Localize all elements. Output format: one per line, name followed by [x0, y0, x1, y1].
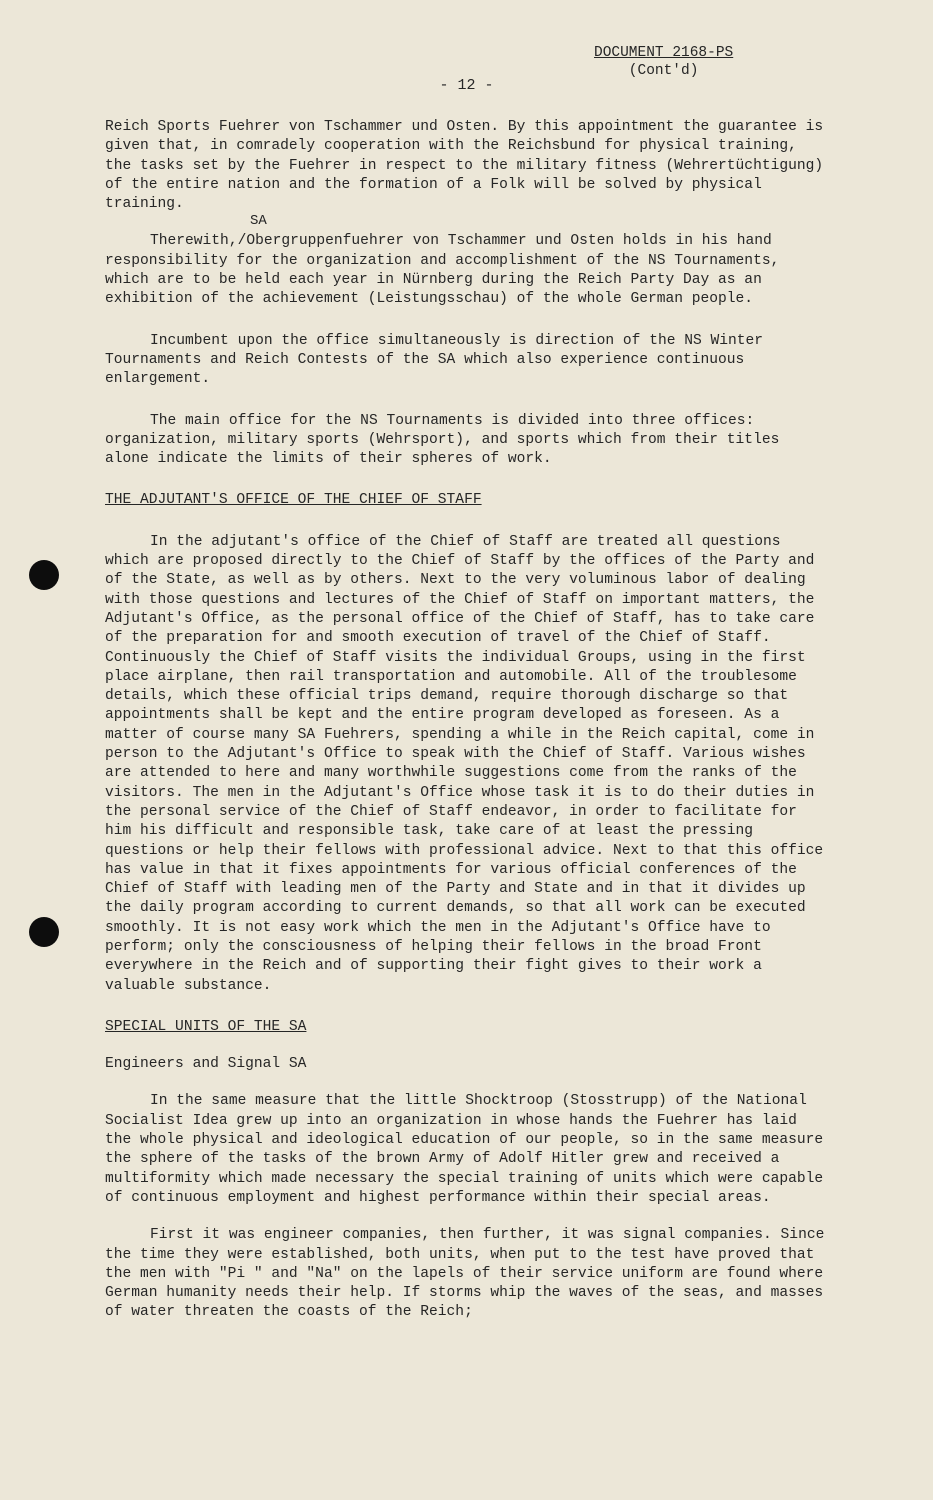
- page-number: - 12 -: [439, 77, 494, 94]
- document-number: DOCUMENT 2168-PS: [594, 45, 734, 61]
- document-header: [594, 44, 733, 80]
- punch-hole: [29, 560, 59, 590]
- section-heading: SPECIAL UNITS OF THE SA: [105, 1018, 307, 1035]
- section-heading: THE ADJUTANT'S OFFICE OF THE CHIEF OF STAFF: [105, 492, 482, 509]
- handwritten-insertion: SA: [250, 213, 267, 230]
- paragraph: First it was engineer companies, then further, it was signal companies. Since the time they were established, both units, when put to the test have proved that the men with "Pi " and "Na" on the lapels of their service uniform are found where German humanity needs their help. If storms whip the waves of the seas, and masses of water threaten the coasts of the Reich;: [105, 1227, 834, 1321]
- paragraph: The main office for the NS Tournaments is divided into three offices: organization, military sports (Wehrsport), and sports which from their titles alone indicate the limits of their spheres of work.: [105, 412, 789, 468]
- paragraph: Incumbent upon the office simultaneously is direction of the NS Winter Tournaments and Reich Contests of the SA which also experience continuous enlargement.: [105, 332, 772, 388]
- subsection-heading: Engineers and Signal SA: [105, 1056, 307, 1073]
- paragraph: In the adjutant's office of the Chief of Staff are treated all questions which are proposed directly to the Chief of Staff by the offices of the Party and of the State, as well as by others. Next to the very voluminous labor of dealing with those questions and lectures of the Chief of Staff on important matters, the Adjutant's Office, as the personal office of the Chief of Staff, has to take care of the preparation for and smooth execution of travel of the Chief of Staff. Continuously the Chief of Staff visits the individual Groups, using in the first place airplane, then rail transportation and automobile. All of the troublesome details, which these official trips demand, require thorough discharge so that appointments shall be kept and the entire program developed as foreseen. As a matter of course many SA Fuehrers, spending a while in the Reich capital, come in person to the Adjutant's Office to speak with the Chief of Staff. Various wishes are attended to here and many worthwhile suggestions come from the ranks of the visitors. The men in the Adjutant's Office whose task it is to do their duties in the personal service of the Chief of Staff endeavor, in order to facilitate for him his difficult and responsible task, take care of at least the pressing questions or help their fellows with professional advice. Next to that this office has value in that it fixes appointments for various official conferences of the Chief of Staff with leading men of the Party and State and in that it divides up the daily program according to current demands, so that all work can be executed smoothly. It is not easy work which the men in the Adjutant's Office have to perform; only the consciousness of helping their fellows in the broad Front everywhere in the Reich and of supporting their fight gives to their work a valuable substance.: [105, 533, 832, 994]
- punch-hole: [29, 917, 59, 947]
- paragraph: In the same measure that the little Shocktroop (Stosstrupp) of the National Socialist Idea grew up into an organization in whose hands the Fuehrer has laid the whole physical and ideological education of our people, so in the same measure the sphere of the tasks of the brown Army of Adolf Hitler grew and received a multiformity which made necessary the special training of units which were capable of continuous employment and highest performance within their special areas.: [105, 1093, 832, 1206]
- document-body: [105, 118, 834, 1323]
- continued-label: (Cont'd): [628, 63, 699, 79]
- paragraph: Reich Sports Fuehrer von Tschammer und Osten. By this appointment the guarantee is given that, in comradely cooperation with the Reichsbund for physical training, the tasks set by the Fuehrer in respect to the military fitness (Wehrertüchtigung) of the entire nation and the formation of a Folk will be solved by physical training.: [105, 119, 832, 213]
- paragraph: Therewith,/Obergruppenfuehrer von Tschammer und Osten holds in his hand responsibility for the organization and accomplishment of the NS Tournaments, which are to be held each year in Nürnberg during the Reich Party Day as an exhibition of the achievement (Leistungsschau) of the whole German people.: [105, 233, 789, 308]
